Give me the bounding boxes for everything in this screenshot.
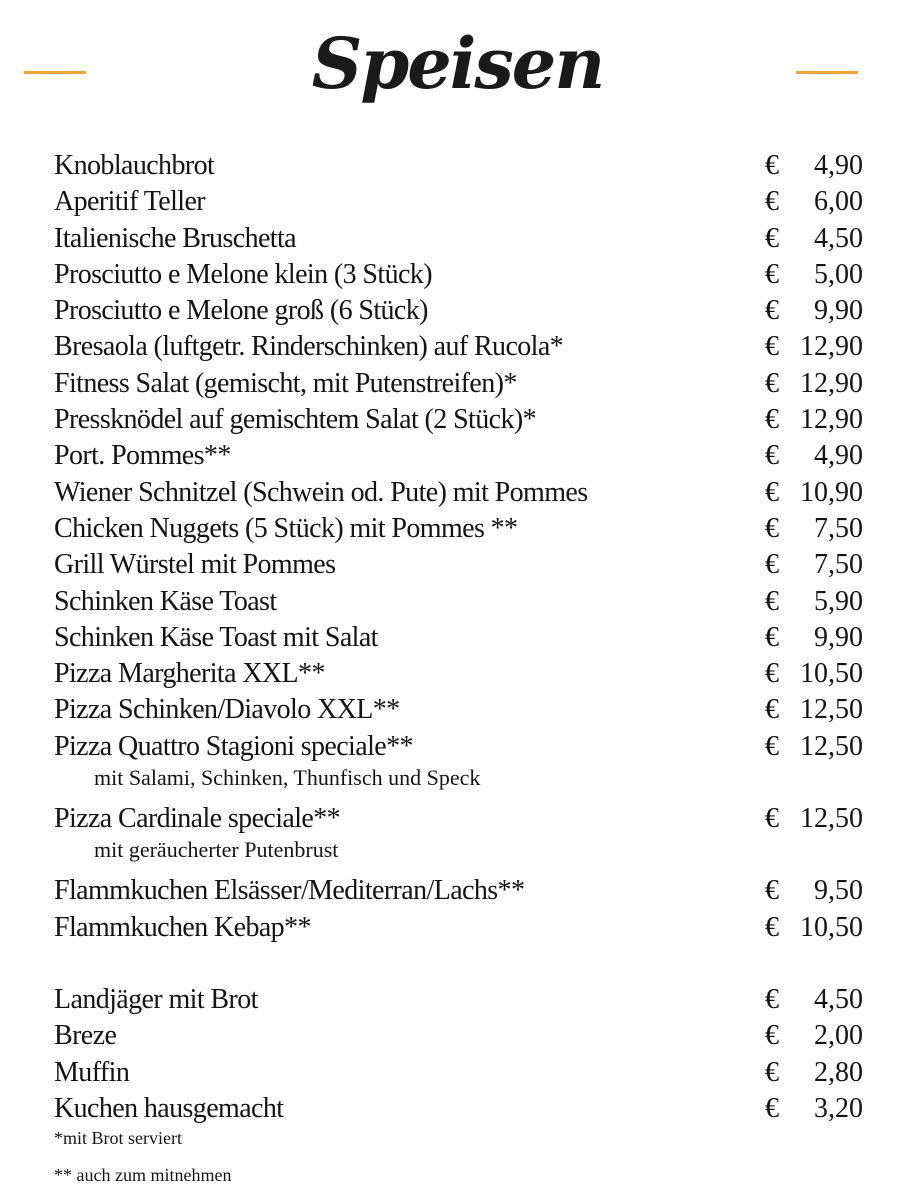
menu-item (54, 620, 864, 656)
menu-item-description: mit Salami, Schinken, Thunfisch und Speck (94, 765, 481, 791)
price-amount: 3,20 (814, 1092, 863, 1124)
price-amount: 10,50 (800, 911, 863, 943)
menu-item-name: Pressknödel auf gemischtem Salat (2 Stück)* (54, 404, 536, 436)
price-amount: 2,00 (814, 1020, 863, 1052)
menu-item (54, 366, 864, 402)
currency-symbol: € (765, 1020, 779, 1052)
menu-item-name: Breze (54, 1020, 117, 1052)
menu-item-name: Fitness Salat (gemischt, mit Putenstreifen)* (54, 367, 517, 399)
menu-item (54, 801, 864, 837)
footnote-bread: *mit Brot serviert (54, 1128, 182, 1148)
menu-item (54, 910, 864, 946)
menu-item-name: Muffin (54, 1056, 130, 1088)
currency-symbol: € (765, 295, 779, 327)
menu-item-name: Schinken Käse Toast mit Salat (54, 621, 378, 653)
menu-item-name: Aperitif Teller (54, 186, 206, 218)
menu-item-name: Italienische Bruschetta (54, 222, 296, 254)
price-amount: 10,50 (800, 658, 863, 690)
menu-item (54, 584, 864, 620)
currency-symbol: € (765, 658, 779, 690)
price-amount: 12,90 (800, 367, 863, 399)
price-amount: 12,50 (800, 730, 863, 762)
menu-item (54, 547, 864, 583)
menu-item-name: Bresaola (luftgetr. Rinderschinken) auf Rucola* (54, 331, 564, 363)
menu-item-name: Flammkuchen Elsässer/Mediterran/Lachs** (54, 875, 525, 907)
menu-item-name: Grill Würstel mit Pommes (54, 549, 336, 581)
page-title: Speisen (311, 22, 604, 105)
menu-item-name: Port. Pommes** (54, 440, 231, 472)
menu-item (54, 1091, 864, 1127)
menu-item (54, 475, 864, 511)
currency-symbol: € (765, 404, 779, 436)
price-amount: 9,50 (814, 875, 863, 907)
currency-symbol: € (765, 621, 779, 653)
currency-symbol: € (765, 694, 779, 726)
menu-item-description: mit geräucherter Putenbrust (94, 837, 339, 863)
price-amount: 4,90 (814, 150, 863, 181)
menu-item (54, 692, 864, 728)
menu-item-name: Knoblauchbrot (54, 150, 215, 181)
currency-symbol: € (765, 585, 779, 617)
menu-item-name: Chicken Nuggets (5 Stück) mit Pommes ** (54, 512, 518, 544)
price-amount: 2,80 (814, 1056, 863, 1088)
menu-item-name: Pizza Margherita XXL** (54, 658, 325, 690)
menu-item (54, 438, 864, 474)
currency-symbol: € (765, 1056, 779, 1088)
currency-symbol: € (765, 730, 779, 762)
price-amount: 12,50 (800, 803, 863, 835)
menu-item-name: Schinken Käse Toast (54, 585, 277, 617)
currency-symbol: € (765, 512, 779, 544)
currency-symbol: € (765, 549, 779, 581)
menu-item (54, 184, 864, 220)
menu-item-name: Landjäger mit Brot (54, 983, 258, 1015)
price-amount: 12,90 (800, 404, 863, 436)
price-amount: 5,00 (814, 258, 863, 290)
price-amount: 7,50 (814, 512, 863, 544)
currency-symbol: € (765, 331, 779, 363)
currency-symbol: € (765, 186, 779, 218)
price-amount: 9,90 (814, 621, 863, 653)
price-amount: 4,50 (814, 222, 863, 254)
currency-symbol: € (765, 476, 779, 508)
footnote-takeaway: ** auch zum mitnehmen (54, 1165, 232, 1185)
price-amount: 4,90 (814, 440, 863, 472)
menu-item (54, 329, 864, 365)
menu-item (54, 982, 864, 1018)
menu-item (54, 257, 864, 293)
currency-symbol: € (765, 875, 779, 907)
menu-item-name: Prosciutto e Melone klein (3 Stück) (54, 258, 432, 290)
currency-symbol: € (765, 258, 779, 290)
currency-symbol: € (765, 150, 779, 181)
menu-item (54, 511, 864, 547)
menu-item-name: Pizza Schinken/Diavolo XXL** (54, 694, 400, 726)
menu-item (54, 148, 864, 184)
menu-item (54, 221, 864, 257)
group-spacer (54, 946, 864, 982)
menu-item (54, 656, 864, 692)
currency-symbol: € (765, 367, 779, 399)
menu-item-name: Prosciutto e Melone groß (6 Stück) (54, 295, 428, 327)
menu-item (54, 873, 864, 909)
currency-symbol: € (765, 803, 779, 835)
currency-symbol: € (765, 983, 779, 1015)
menu-item (54, 729, 864, 765)
menu-item (54, 402, 864, 438)
menu-item (54, 293, 864, 329)
menu-item (54, 1018, 864, 1054)
price-amount: 12,50 (800, 694, 863, 726)
menu-item-name: Pizza Quattro Stagioni speciale** (54, 730, 413, 762)
price-amount: 7,50 (814, 549, 863, 581)
currency-symbol: € (765, 1092, 779, 1124)
currency-symbol: € (765, 440, 779, 472)
price-amount: 6,00 (814, 186, 863, 218)
price-amount: 9,90 (814, 295, 863, 327)
menu-item-name: Kuchen hausgemacht (54, 1092, 284, 1124)
menu-item (54, 1055, 864, 1091)
price-amount: 10,90 (800, 476, 863, 508)
currency-symbol: € (765, 222, 779, 254)
menu-item-name: Flammkuchen Kebap** (54, 911, 311, 943)
currency-symbol: € (765, 911, 779, 943)
menu-item-name: Pizza Cardinale speciale** (54, 803, 341, 835)
menu-list (54, 148, 864, 1127)
price-amount: 4,50 (814, 983, 863, 1015)
price-amount: 5,90 (814, 585, 863, 617)
menu-item-name: Wiener Schnitzel (Schwein od. Pute) mit Pommes (54, 476, 588, 508)
price-amount: 12,90 (800, 331, 863, 363)
